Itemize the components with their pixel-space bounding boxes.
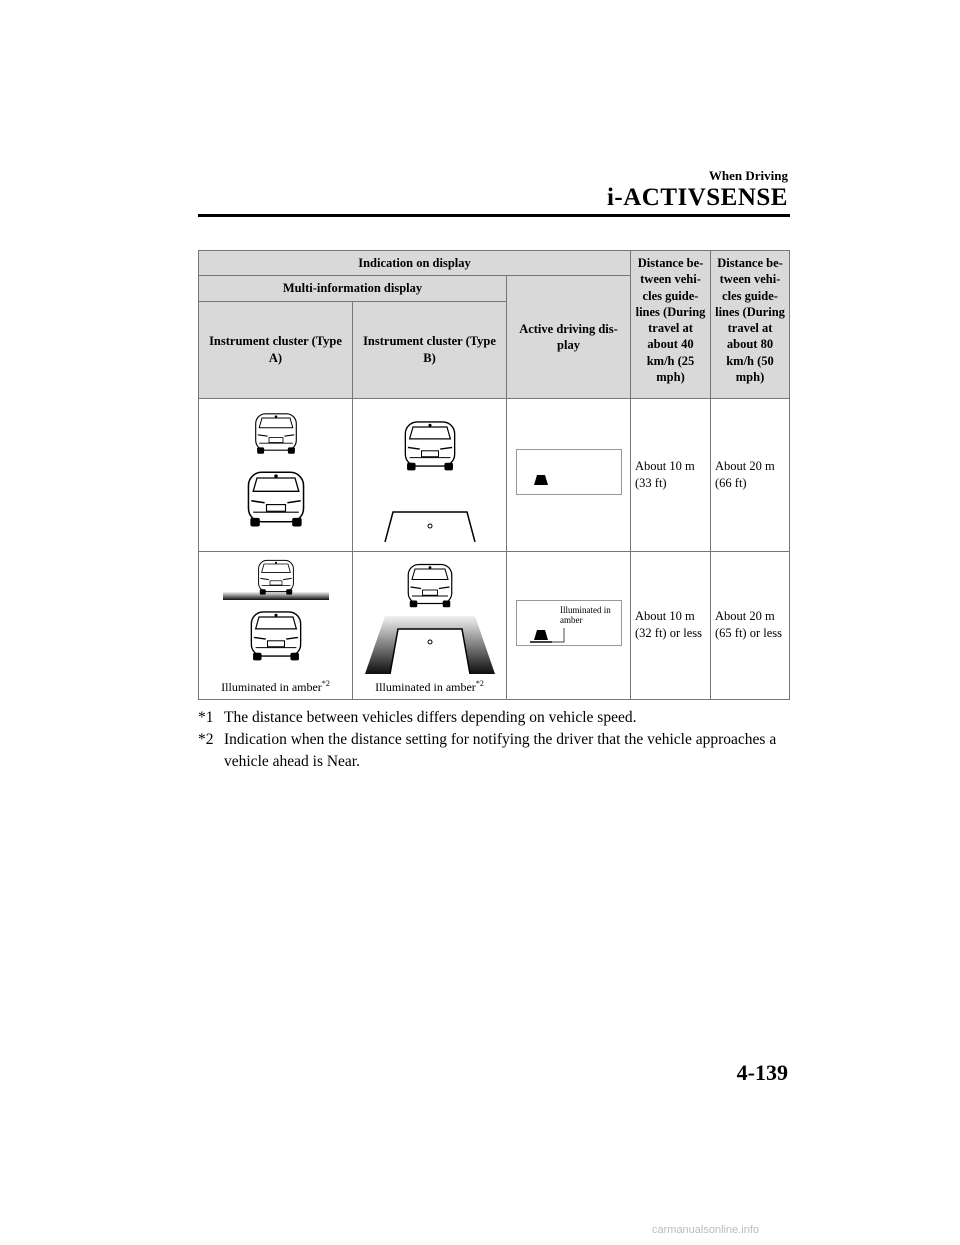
active-display-image-near — [507, 551, 631, 699]
display-label-line1: Illuminated in — [559, 604, 611, 615]
distance-80-row1: About 20 m (66 ft) — [711, 398, 790, 551]
car-distance-illustration — [221, 402, 331, 542]
car-distance-illustration — [365, 402, 495, 542]
active-display-panel — [516, 449, 622, 495]
th-distance-40: Distance be- tween vehi- cles guide- lines (During travel at about 40 km/h (25 mph) — [631, 251, 711, 399]
car-distance-illustration — [360, 554, 500, 674]
cluster-b-image-normal — [353, 398, 507, 551]
th-multi-information-display: Multi-information display — [199, 276, 507, 301]
cluster-a-image-near — [199, 551, 353, 699]
amber-bar — [223, 592, 329, 600]
active-display-panel — [516, 600, 622, 646]
distance-40-row1: About 10 m (33 ft) — [631, 398, 711, 551]
distance-80-row2: About 20 m (65 ft) or less — [711, 551, 790, 699]
cluster-a-image-normal — [199, 398, 353, 551]
footnote-2: *2 Indication when the distance setting for notifying the driver that the vehicle approaches a vehicle ahead is Near. — [198, 731, 777, 770]
car-distance-illustration — [221, 554, 331, 674]
caption-amber-b: Illuminated in amber$^{*2}$ — [375, 679, 484, 695]
distance-40-row2: About 10 m (32 ft) or less — [631, 551, 711, 699]
th-cluster-type-a: Instrument cluster (Type A) — [199, 301, 353, 398]
th-distance-80: Distance be- tween vehi- cles guide- lines (During travel at about 80 km/h (50 mph) — [711, 251, 790, 399]
th-active-driving-display: Active driving dis- play — [507, 276, 631, 398]
section-title: When Driving — [708, 168, 788, 183]
th-cluster-type-b: Instrument cluster (Type B) — [353, 301, 507, 398]
footer-watermark: carmanualsonline.info — [652, 1224, 760, 1236]
chapter-title: i-ACTIVSENSE — [606, 184, 788, 211]
display-label-line2: amber — [559, 614, 582, 625]
footnote-1: *1 The distance between vehicles differs depending on vehicle speed. — [198, 709, 637, 726]
header-rule — [198, 214, 790, 217]
footnotes — [198, 707, 798, 773]
caption-amber-a: Illuminated in amber$^{*2}$ — [221, 679, 330, 695]
page-number: 4-139 — [736, 1060, 788, 1085]
th-indication-on-display: Indication on display — [199, 251, 631, 276]
cluster-b-image-near — [353, 551, 507, 699]
distance-guideline-table — [198, 250, 790, 700]
active-display-image-normal — [507, 398, 631, 551]
